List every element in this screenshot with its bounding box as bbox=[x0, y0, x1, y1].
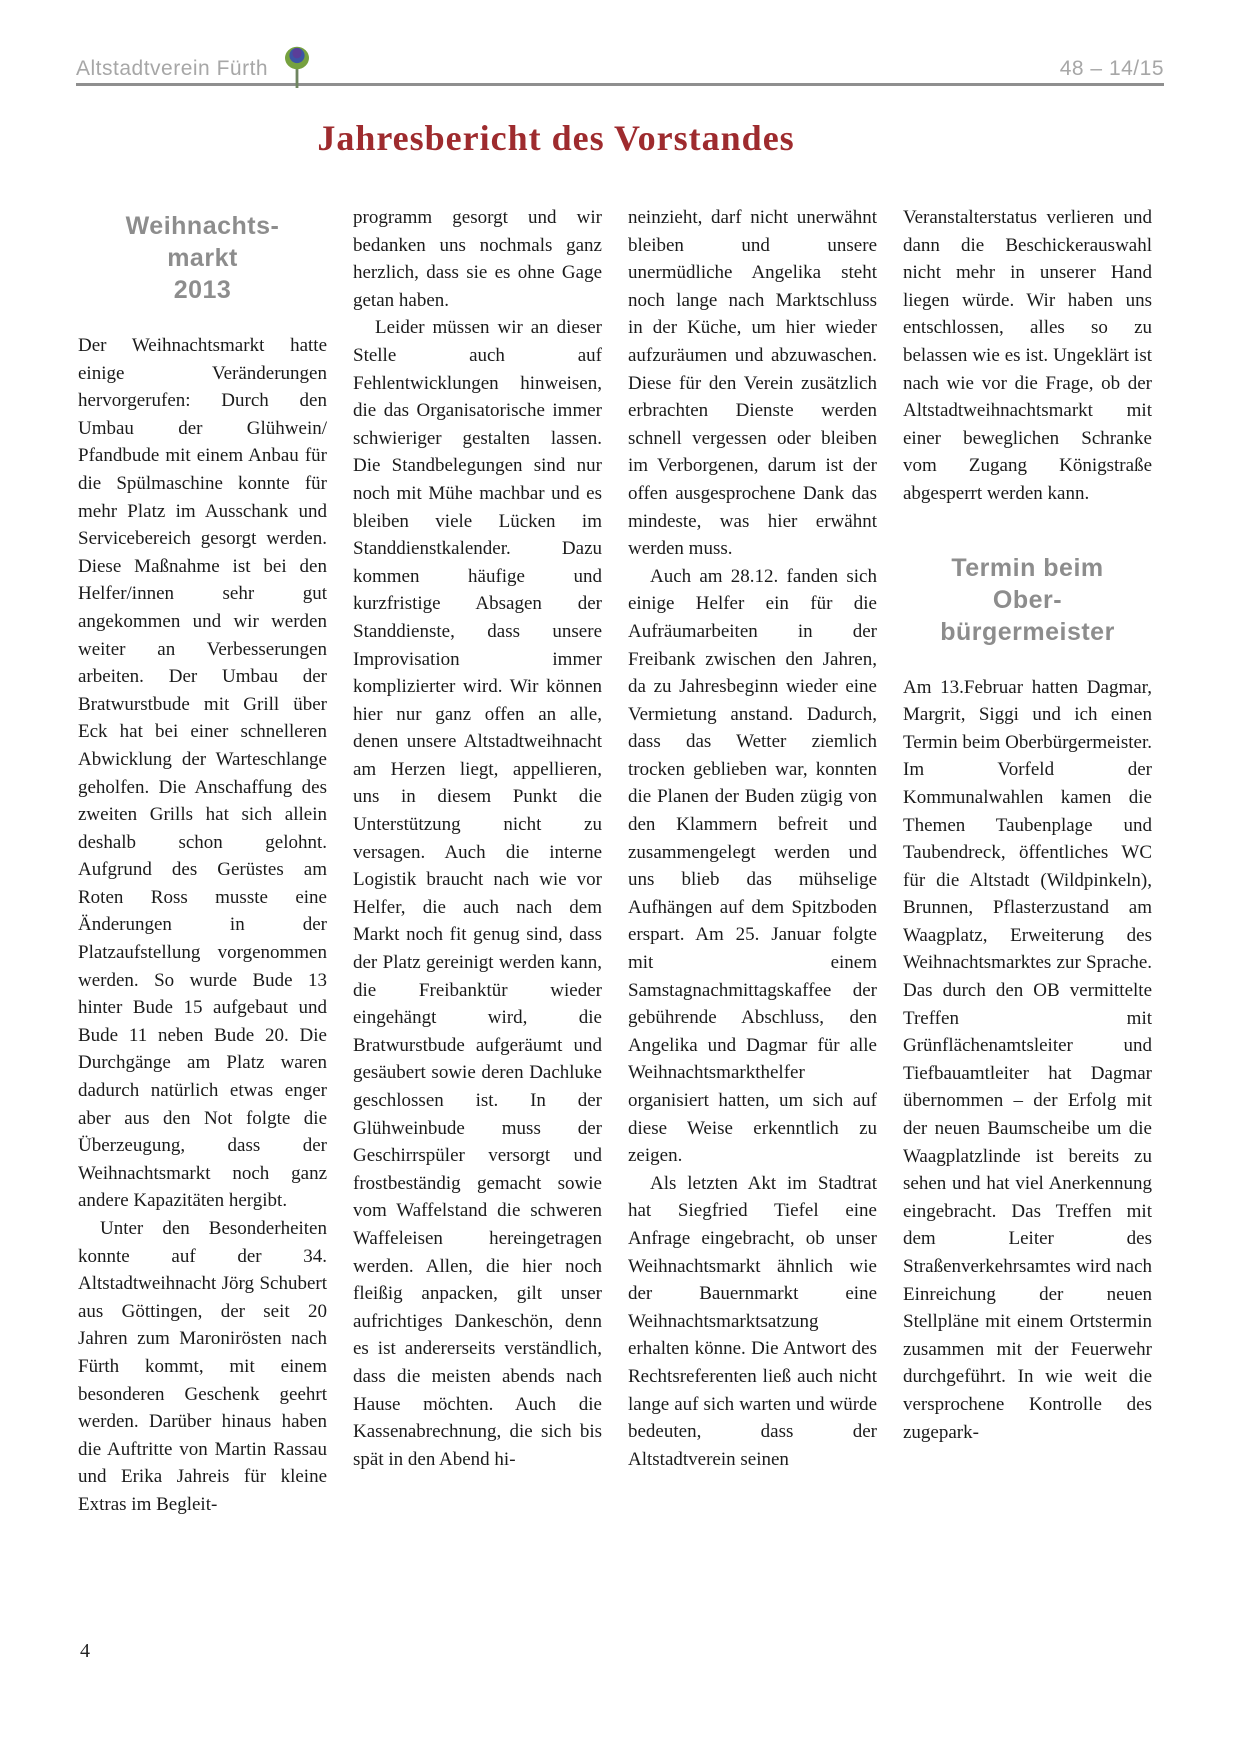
page-title: Jahresbericht des Vorstandes bbox=[317, 118, 795, 158]
page-header bbox=[76, 44, 1164, 86]
tree-logo-icon bbox=[282, 44, 312, 90]
paragraph: Am 13.Februar hatten Dagmar, Margrit, Siggi und ich einen Termin beim Oberbürgermeister. Im Vorfeld der Kommunalwahlen kamen die Themen Taubenplage und Taubendreck, öffentliches WC für die Altstadt (Wildpinkeln), Brunnen, Pflasterzustand am Waagplatz, Erweiterung des Weihnachtsmarktes zur Sprache. Das durch den OB vermittelte Treffen mit Grünflächenamtsleiter und Tiefbauamtleiter hat Dagmar übernommen – der Erfolg mit der neuen Baumscheibe um die Waagplatzlinde ist bereits zu sehen und hat viel Anerkennung eingebracht. Das Treffen mit dem Leiter des Straßenverkehrsamtes wird nach Einreichung der neuen Stellpläne mit einem Ortstermin zusammen mit der Feuerwehr durchgeführt. In wie weit die versprochene Kontrolle des zugepark- bbox=[903, 676, 1152, 1443]
text-column bbox=[903, 204, 1152, 1604]
page-number: 4 bbox=[80, 1640, 90, 1662]
issue-number: 48 – 14/15 bbox=[1059, 57, 1164, 80]
text-column bbox=[628, 204, 877, 1604]
paragraph: neinzieht, darf nicht unerwähnt bleiben und unsere unermüdliche Angelika steht noch lange nach Marktschluss in der Küche, um hier wieder aufzuräumen und abzuwaschen. Diese für den Verein zusätzlich erbrachten Dienste werden schnell vergessen oder bleiben im Verborgenen, darum ist der offen ausgesprochene Dank das mindeste, was hier erwähnt werden muss. bbox=[628, 207, 877, 560]
paragraph: Leider müssen wir an dieser Stelle auch auf Fehlentwicklungen hinweisen, die das Organisatorische immer schwieriger gestalten lassen. Die Standbelegungen sind nur noch mit Mühe machbar und es bleiben viele Lücken im Standdienstkalender. Dazu kommen häufige und kurzfristige Absagen der Standdienste, dass unsere Improvisation immer komplizierter wird. Wir können hier nur ganz offen an alle, denen unsere Altstadtweihnacht am Herzen liegt, appellieren, uns in diesem Punkt die Unterstützung nicht zu versagen. Auch die interne Logistik braucht nach wie vor Helfer, die auch nach dem Markt noch fit genug sind, dass der Platz gereinigt werden kann, die Freibanktür wieder eingehängt wird, die Bratwurstbude aufgeräumt und gesäubert sowie deren Dachluke geschlossen ist. In der Glühweinbude muss der Geschirrspüler versorgt und frostbeständig gemacht sowie vom Waffelstand die schweren Waffeleisen hereingetragen werden. Allen, die hier noch fleißig anpacken, gilt unser aufrichtiges Dankeschön, denn es ist andererseits verständlich, dass die meisten abends nach Hause möchten. Auch die Kassenabrechnung, die sich bis spät in den Abend hi- bbox=[353, 317, 602, 1470]
paragraph: Auch am 28.12. fanden sich einige Helfer ein für die Aufräumarbeiten in der Freibank zwischen den Jahren, da zu Jahresbeginn wieder eine Vermietung anstand. Dadurch, dass das Wetter ziemlich trocken geblieben war, konnten die Planen der Buden zügig von den Klammern befreit und zusammengelegt werden und uns blieb das mühselige Aufhängen auf dem Spitzboden erspart. Am 25. Januar folgte mit einem Samstagnachmittagskaffee der gebührende Abschluss, den Angelika und Dagmar für alle Weihnachtsmarkthelfer organisiert hatten, um sich auf diese Weise erkenntlich zu zeigen. bbox=[628, 565, 877, 1167]
article-columns bbox=[78, 204, 1152, 1604]
paragraph: Veranstalterstatus verlieren und dann die Beschickerauswahl nicht mehr in unserer Hand liegen würde. Wir haben uns entschlossen, alles so zu belassen wie es ist. Ungeklärt ist nach wie vor die Frage, ob der Altstadtweihnachtsmarkt mit einer beweglichen Schranke vom Zugang Königstraße abgesperrt werden kann. bbox=[903, 207, 1152, 504]
paragraph: programm gesorgt und wir bedanken uns nochmals ganz herzlich, dass sie es ohne Gage getan haben. bbox=[353, 207, 602, 311]
brand-name: Altstadtverein Fürth bbox=[76, 57, 269, 80]
text-column bbox=[78, 204, 327, 1604]
section-heading: Weihnachts- markt 2013 bbox=[125, 212, 280, 304]
paragraph: Als letzten Akt im Stadtrat hat Siegfried Tiefel eine Anfrage eingebracht, ob unser Weihnachtsmarkt ähnlich wie der Bauernmarkt eine Weihnachtsmarktsatzung erhalten könne. Die Antwort des Rechtsreferenten ließ auch nicht lange auf sich warten und würde bedeuten, dass der Altstadtverein seinen bbox=[628, 1172, 877, 1470]
paragraph: Der Weihnachtsmarkt hatte einige Veränderungen hervorgerufen: Durch den Umbau der Glühwein/ Pfandbude mit einem Anbau für die Spülmaschine konnte für mehr Platz im Ausschank und Servicebereich gesorgt werden. Diese Maßnahme ist bei den Helfer/innen sehr gut angekommen und wir werden weiter an Verbesserungen arbeiten. Der Umbau der Bratwurstbude mit Grill über Eck hat bei einer schnelleren Abwicklung der Warteschlange geholfen. Die Anschaffung des zweiten Grills hat sich allein deshalb schon gelohnt. Aufgrund des Gerüstes am Roten Ross musste eine Änderungen in der Platzaufstellung vorgenommen werden. So wurde Bude 13 hinter Bude 15 aufgebaut und Bude 11 neben Bude 20. Die Durchgänge am Platz waren dadurch natürlich etwas enger aber aus den Not folgte die Überzeugung, dass der Weihnachtsmarkt noch ganz andere Kapazitäten hergibt. bbox=[78, 335, 327, 1212]
text-column bbox=[353, 204, 602, 1604]
paragraph: Unter den Besonderheiten konnte auf der 34. Altstadtweihnacht Jörg Schubert aus Göttingen, der seit 20 Jahren zum Maronirösten nach Fürth kommt, mit einem besonderen Geschenk geehrt werden. Darüber hinaus haben die Auftritte von Martin Rassau und Erika Jahreis für kleine Extras im Begleit- bbox=[78, 1218, 327, 1515]
section-heading: Termin beim Ober- bürgermeister bbox=[940, 553, 1115, 646]
